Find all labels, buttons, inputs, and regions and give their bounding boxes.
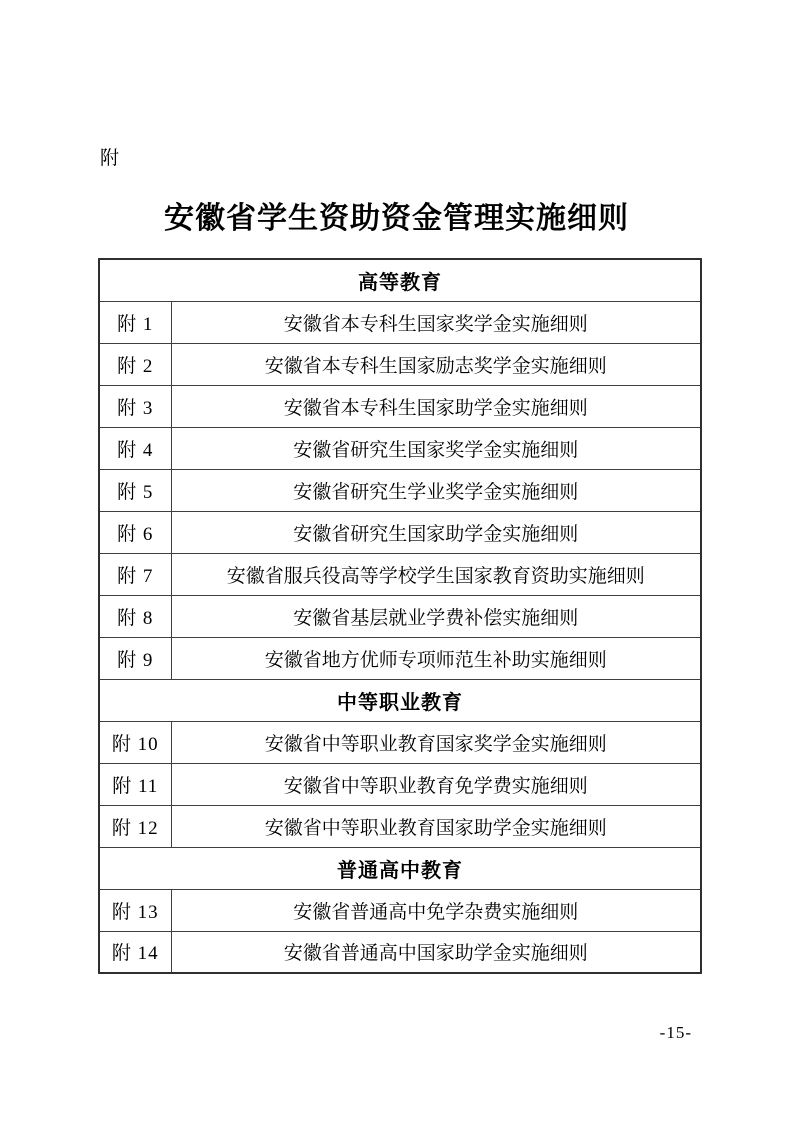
attachment-number-cell: 附 2	[99, 343, 171, 385]
attachment-title-cell: 安徽省普通高中国家助学金实施细则	[171, 931, 701, 973]
table-row	[99, 301, 701, 343]
attachment-number-cell: 附 14	[99, 931, 171, 973]
attachment-number-cell: 附 6	[99, 511, 171, 553]
attachment-number-cell: 附 11	[99, 763, 171, 805]
table-row	[99, 931, 701, 973]
attachment-number-cell: 附 4	[99, 427, 171, 469]
attachment-number-cell: 附 7	[99, 553, 171, 595]
table-row	[99, 427, 701, 469]
attachment-number-cell: 附 1	[99, 301, 171, 343]
table-row	[99, 385, 701, 427]
attachment-title-cell: 安徽省本专科生国家助学金实施细则	[171, 385, 701, 427]
attachment-title-cell: 安徽省地方优师专项师范生补助实施细则	[171, 637, 701, 679]
section-header: 中等职业教育	[99, 679, 701, 721]
table-row	[99, 553, 701, 595]
attachment-number-cell: 附 5	[99, 469, 171, 511]
attachment-title-cell: 安徽省研究生国家助学金实施细则	[171, 511, 701, 553]
attachment-title-cell: 安徽省研究生国家奖学金实施细则	[171, 427, 701, 469]
attachment-title-cell: 安徽省普通高中免学杂费实施细则	[171, 889, 701, 931]
attachments-table-body	[99, 259, 701, 973]
table-row	[99, 343, 701, 385]
table-row	[99, 889, 701, 931]
attachment-title-cell: 安徽省服兵役高等学校学生国家教育资助实施细则	[171, 553, 701, 595]
attachment-title-cell: 安徽省本专科生国家奖学金实施细则	[171, 301, 701, 343]
table-row	[99, 469, 701, 511]
table-row	[99, 763, 701, 805]
section-header: 普通高中教育	[99, 847, 701, 889]
attachment-title-cell: 安徽省中等职业教育国家助学金实施细则	[171, 805, 701, 847]
section-header-row	[99, 847, 701, 889]
attachment-number-cell: 附 3	[99, 385, 171, 427]
table-row	[99, 595, 701, 637]
table-row	[99, 511, 701, 553]
page-title: 安徽省学生资助资金管理实施细则	[164, 202, 629, 236]
attachments-table	[98, 258, 702, 974]
page-number: -15-	[659, 1023, 692, 1042]
table-row	[99, 637, 701, 679]
table-row	[99, 721, 701, 763]
section-header: 高等教育	[99, 259, 701, 301]
attachment-title-cell: 安徽省中等职业教育免学费实施细则	[171, 763, 701, 805]
attachment-number-cell: 附 10	[99, 721, 171, 763]
attachment-number-cell: 附 12	[99, 805, 171, 847]
attachment-title-cell: 安徽省本专科生国家励志奖学金实施细则	[171, 343, 701, 385]
table-row	[99, 805, 701, 847]
attachment-label: 附	[100, 148, 120, 169]
attachment-title-cell: 安徽省基层就业学费补偿实施细则	[171, 595, 701, 637]
section-header-row	[99, 679, 701, 721]
section-header-row	[99, 259, 701, 301]
attachment-title-cell: 安徽省中等职业教育国家奖学金实施细则	[171, 721, 701, 763]
attachment-number-cell: 附 13	[99, 889, 171, 931]
attachment-number-cell: 附 9	[99, 637, 171, 679]
attachment-title-cell: 安徽省研究生学业奖学金实施细则	[171, 469, 701, 511]
attachment-number-cell: 附 8	[99, 595, 171, 637]
